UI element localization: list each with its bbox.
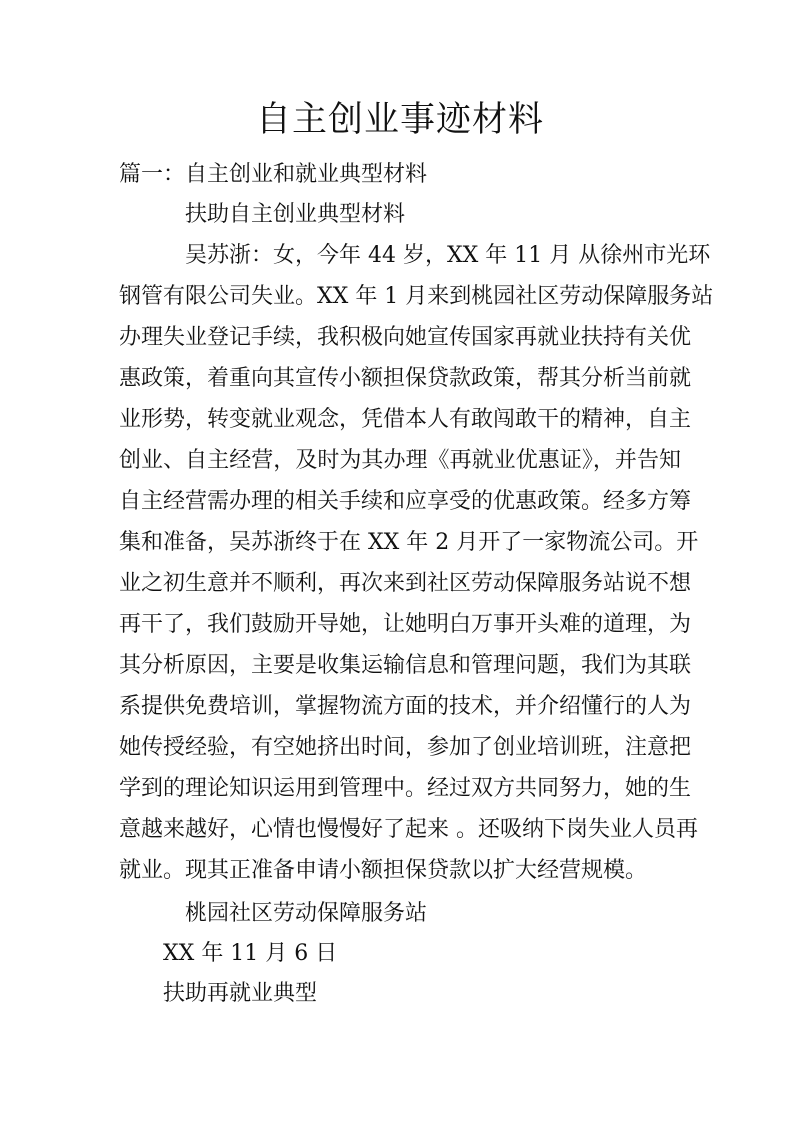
body-line: 吴苏浙：女，今年 44 岁，XX 年 11 月 从徐州市光环 bbox=[185, 243, 711, 268]
body-line: 再干了，我们鼓励开导她，让她明白万事开头难的道理，为 bbox=[119, 612, 692, 637]
body-line: 自主经营需办理的相关手续和应享受的优惠政策。经多方筹 bbox=[119, 489, 692, 514]
body-line: 业之初生意并不顺利，再次来到社区劳动保障服务站说不想 bbox=[119, 571, 692, 596]
body-line: 业形势，转变就业观念，凭借本人有敢闯敢干的精神，自主 bbox=[119, 407, 692, 432]
body-line: 就业。现其正准备申请小额担保贷款以扩大经营规模。 bbox=[119, 858, 648, 883]
document-title: 自主创业事迹材料 bbox=[255, 100, 544, 140]
body-line: 办理失业登记手续，我积极向她宣传国家再就业扶持有关优 bbox=[119, 325, 692, 350]
body-line: 钢管有限公司失业。XX 年 1 月来到桃园社区劳动保障服务站 bbox=[119, 284, 714, 309]
body-line: 系提供免费培训，掌握物流方面的技术，并介绍懂行的人为 bbox=[119, 694, 692, 719]
signature-date: XX 年 11 月 6 日 bbox=[163, 941, 338, 966]
body-line: 创业、自主经营，及时为其办理《再就业优惠证》，并告知 bbox=[119, 448, 681, 473]
body-line: 学到的理论知识运用到管理中。经过双方共同努力，她的生 bbox=[119, 776, 692, 801]
body-line: 意越来越好，心情也慢慢好了起来 。还吸纳下岗失业人员再 bbox=[119, 817, 698, 842]
subheading: 扶助自主创业典型材料 bbox=[185, 202, 406, 227]
next-heading: 扶助再就业典型 bbox=[163, 981, 318, 1006]
body-line: 其分析原因，主要是收集运输信息和管理问题，我们为其联 bbox=[119, 653, 692, 678]
body-line: 惠政策，着重向其宣传小额担保贷款政策，帮其分析当前就 bbox=[119, 366, 692, 391]
body-line: 她传授经验，有空她挤出时间，参加了创业培训班，注意把 bbox=[119, 735, 692, 760]
signature-organization: 桃园社区劳动保障服务站 bbox=[185, 901, 428, 926]
section-heading: 篇一：自主创业和就业典型材料 bbox=[119, 162, 428, 187]
body-line: 集和准备，吴苏浙终于在 XX 年 2 月开了一家物流公司。开 bbox=[119, 530, 699, 555]
